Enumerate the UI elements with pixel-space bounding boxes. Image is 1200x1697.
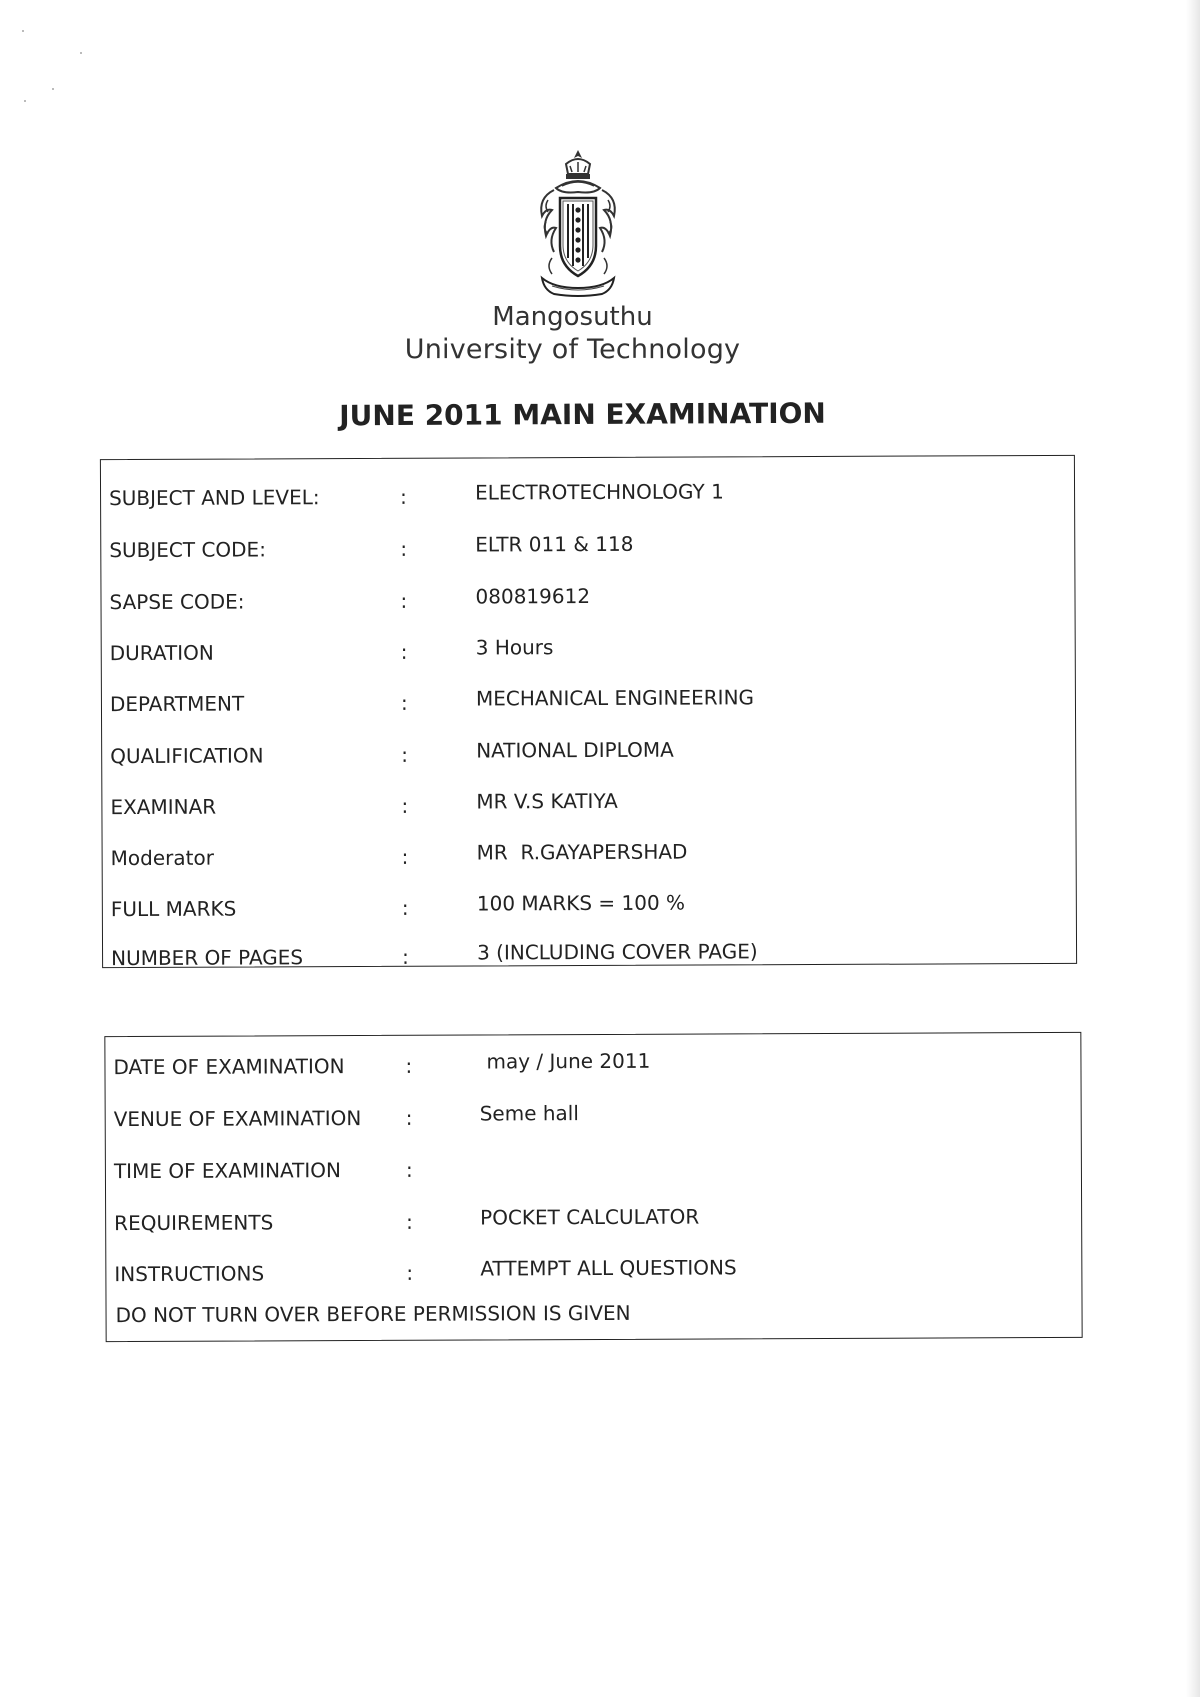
exam-label: INSTRUCTIONS [114, 1261, 265, 1287]
exam-separator: : [405, 1053, 413, 1078]
scan-speck [52, 88, 54, 90]
detail-value: 080819612 [475, 583, 591, 609]
exam-separator: : [405, 1157, 413, 1182]
detail-row-duration [102, 637, 1075, 671]
detail-row-sapse-code [101, 583, 1074, 620]
exam-value: Seme hall [479, 1101, 579, 1126]
detail-row-subject-level [101, 479, 1074, 516]
exam-row-requirements [106, 1204, 1081, 1241]
detail-label: SUBJECT AND LEVEL: [109, 485, 320, 511]
exam-label: DATE OF EXAMINATION [113, 1054, 345, 1080]
detail-value: MR R.GAYAPERSHAD [476, 839, 688, 865]
detail-separator: : [401, 895, 409, 920]
exam-label: TIME OF EXAMINATION [113, 1158, 342, 1184]
detail-separator: : [400, 588, 408, 613]
exam-title: JUNE 2011 MAIN EXAMINATION [339, 396, 826, 433]
detail-value: NATIONAL DIPLOMA [476, 737, 674, 763]
exam-label: VENUE OF EXAMINATION [113, 1106, 362, 1132]
exam-separator: : [406, 1260, 414, 1285]
detail-separator: : [402, 944, 409, 969]
exam-value: POCKET CALCULATOR [480, 1204, 700, 1230]
scan-speck [22, 30, 24, 32]
exam-info-box [104, 1032, 1082, 1342]
detail-label: DURATION [109, 640, 214, 666]
permission-notice: DO NOT TURN OVER BEFORE PERMISSION IS GIVEN [115, 1300, 631, 1328]
detail-value: ELECTROTECHNOLOGY 1 [474, 479, 724, 505]
detail-row-examinar [102, 788, 1075, 825]
university-name-line2: University of Technology [404, 334, 741, 365]
detail-separator: : [401, 793, 409, 818]
detail-value: 3 Hours [475, 635, 554, 660]
detail-label: SUBJECT CODE: [109, 537, 266, 563]
exam-value: may / June 2011 [486, 1048, 651, 1074]
detail-label: EXAMINAR [110, 794, 217, 820]
exam-row-instructions [106, 1255, 1081, 1292]
university-name-line1: Mangosuthu [492, 302, 653, 332]
detail-label: DEPARTMENT [109, 691, 245, 717]
university-crest-icon [532, 148, 624, 298]
scan-edge-shadow [1186, 0, 1200, 1697]
detail-label: NUMBER OF PAGES [111, 945, 304, 971]
detail-separator: : [400, 536, 408, 561]
detail-label: QUALIFICATION [110, 743, 264, 769]
detail-label: SAPSE CODE: [109, 589, 245, 615]
exam-row-time [106, 1155, 1081, 1189]
detail-separator: : [401, 844, 409, 869]
exam-separator: : [405, 1105, 413, 1130]
detail-row-moderator [103, 839, 1076, 876]
detail-separator: : [400, 690, 408, 715]
scan-speck [80, 52, 82, 54]
exam-separator: : [406, 1209, 413, 1234]
detail-label: Moderator [110, 845, 214, 871]
detail-value: MR V.S KATIYA [476, 788, 618, 814]
detail-value: 3 (INCLUDING COVER PAGE) [476, 939, 758, 965]
detail-value: 100 MARKS = 100 % [476, 890, 686, 916]
detail-row-qualification [102, 737, 1075, 774]
detail-separator: : [400, 484, 407, 509]
scan-speck [24, 100, 26, 102]
exam-label: REQUIREMENTS [114, 1210, 274, 1236]
detail-separator: : [400, 639, 408, 664]
subject-details-box [100, 455, 1077, 971]
detail-row-full-marks [103, 890, 1076, 927]
detail-value: MECHANICAL ENGINEERING [475, 685, 755, 711]
detail-value: ELTR 011 & 118 [475, 531, 634, 557]
detail-separator: : [401, 742, 408, 767]
exam-row-venue [106, 1103, 1081, 1137]
detail-row-department [102, 685, 1075, 722]
exam-value: ATTEMPT ALL QUESTIONS [480, 1255, 737, 1281]
detail-row-number-of-pages [103, 939, 1076, 976]
exam-row-date [105, 1048, 1080, 1085]
detail-row-subject-code [101, 531, 1074, 568]
detail-label: FULL MARKS [110, 896, 237, 922]
